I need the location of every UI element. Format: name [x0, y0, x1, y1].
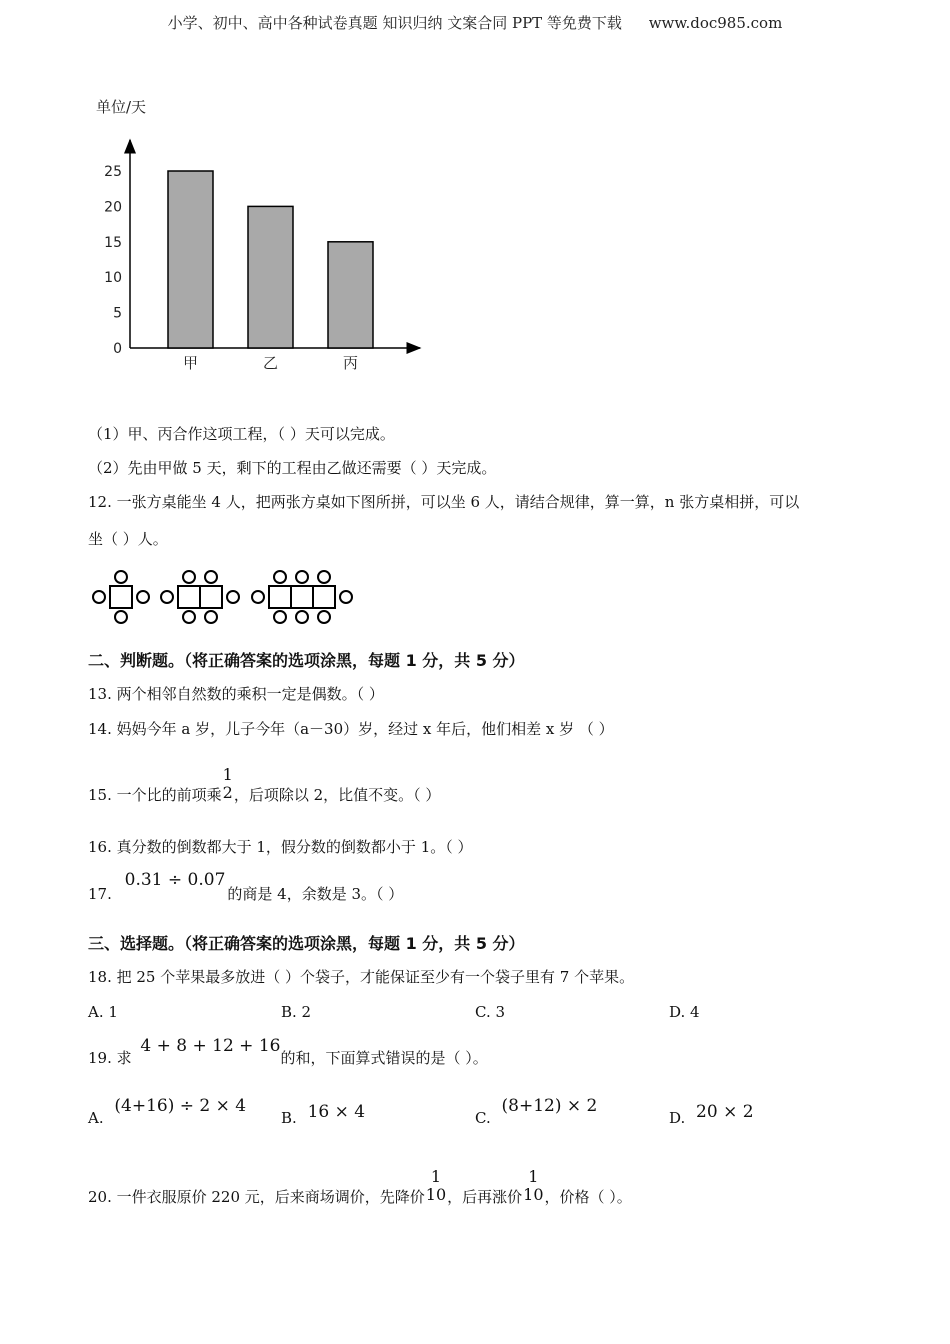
y-tick-label: 5 — [113, 305, 122, 322]
table-3a — [269, 586, 291, 608]
chair — [161, 591, 173, 603]
y-tick-label: 0 — [113, 341, 122, 357]
table-3c — [313, 586, 335, 608]
bars — [168, 171, 373, 348]
q20-den-1: 10 — [425, 1185, 447, 1204]
chair — [227, 591, 239, 603]
table-2a — [178, 586, 200, 608]
q15-num: 1 — [222, 765, 233, 784]
section3-title: 三、选择题。（将正确答案的选项涂黑，每题 1 分，共 5 分） — [88, 934, 525, 953]
q17-pre: 17. — [88, 885, 112, 903]
q20 — [88, 1167, 632, 1216]
q20-num-2: 1 — [528, 1167, 539, 1186]
q19-expr-b: 16 × 4 — [307, 1102, 366, 1122]
x-tick-label: 甲 — [182, 354, 199, 372]
q17 — [88, 870, 404, 904]
q15-fraction — [223, 766, 233, 802]
chair — [274, 611, 286, 623]
x-tick-label: 丙 — [342, 354, 359, 372]
q15-pre: 15. 一个比的前项乘 — [88, 786, 222, 804]
q14: 14. 妈妈今年 a 岁，儿子今年（a－30）岁，经过 x 年后，他们相差 x 岁 （ ） — [88, 720, 614, 738]
chair — [137, 591, 149, 603]
q19-expr-c: (8+12) × 2 — [501, 1096, 598, 1116]
q17-post: 的商是 4，余数是 3。（ ） — [227, 885, 404, 903]
q20-post: ，价格（ ）。 — [544, 1188, 632, 1206]
q20-den-2: 10 — [523, 1185, 544, 1204]
q18-option-b: B. 2 — [281, 1003, 312, 1021]
chair — [296, 611, 308, 623]
q19-pre: 19. 求 — [88, 1049, 132, 1067]
x-labels — [183, 354, 358, 372]
chair — [274, 571, 286, 583]
q17-expr: 0.31 ÷ 0.07 — [124, 870, 226, 890]
y-ticks — [104, 164, 122, 357]
table-1 — [110, 586, 132, 608]
q19-expr: 4 + 8 + 12 + 16 — [140, 1036, 281, 1056]
chair — [318, 571, 330, 583]
y-tick-label: 15 — [104, 234, 122, 251]
chair — [205, 611, 217, 623]
chair — [318, 611, 330, 623]
q18: 18. 把 25 个苹果最多放进（ ）个袋子，才能保证至少有一个袋子里有 7 个苹果。 — [88, 968, 635, 986]
chair — [296, 571, 308, 583]
q13: 13. 两个相邻自然数的乘积一定是偶数。（ ） — [88, 685, 384, 703]
q19-label-c: C. — [475, 1109, 491, 1127]
q20-fraction-1 — [426, 1168, 446, 1204]
q19-label-d: D. — [669, 1109, 686, 1127]
q20-pre: 20. 一件衣服原价 220 元，后来商场调价，先降价 — [88, 1188, 425, 1206]
chair — [115, 571, 127, 583]
page-header — [0, 12, 950, 33]
q19-expr-d: 20 × 2 — [696, 1102, 754, 1122]
q18-option-d: D. 4 — [669, 1003, 700, 1021]
chair — [115, 611, 127, 623]
q11-sub2: （2）先由甲做 5 天，剩下的工程由乙做还需要（ ）天完成。 — [88, 459, 497, 477]
y-tick-label: 20 — [104, 199, 122, 216]
q19-label-b: B. — [281, 1109, 297, 1127]
q19 — [88, 1036, 488, 1068]
q19-expr-a: (4+16) ÷ 2 × 4 — [114, 1096, 247, 1116]
q19-post: 的和，下面算式错误的是（ ）。 — [280, 1049, 488, 1067]
chair — [183, 571, 195, 583]
q18-option-a: A. 1 — [88, 1003, 118, 1021]
table-2b — [200, 586, 222, 608]
y-tick-label: 25 — [104, 164, 122, 180]
q11-sub1: （1）甲、丙合作这项工程，（ ）天可以完成。 — [88, 425, 395, 443]
q18-option-c: C. 3 — [475, 1003, 506, 1021]
q19-option-c — [475, 1096, 598, 1128]
chair — [183, 611, 195, 623]
q20-num-1: 1 — [430, 1167, 442, 1186]
chair — [252, 591, 264, 603]
q16: 16. 真分数的倒数都大于 1，假分数的倒数都小于 1。（ ） — [88, 838, 473, 856]
chair — [340, 591, 352, 603]
header-text: 小学、初中、高中各种试卷真题 知识归纳 文案合同 PPT 等免费下载 — [167, 14, 622, 32]
bar-3 — [328, 242, 373, 348]
table-3b — [291, 586, 313, 608]
q19-label-a: A. — [88, 1109, 104, 1127]
q15-post: ，后项除以 2，比值不变。（ ） — [233, 786, 441, 804]
x-tick-label: 乙 — [262, 354, 279, 372]
y-tick-label: 10 — [104, 270, 122, 287]
q19-option-a — [88, 1096, 247, 1128]
bar-1 — [168, 171, 213, 348]
section2-title: 二、判断题。（将正确答案的选项涂黑，每题 1 分，共 5 分） — [88, 651, 525, 670]
q12-line2: 坐（ ）人。 — [88, 530, 168, 548]
bar-2 — [248, 206, 293, 348]
q20-fraction-2 — [523, 1168, 543, 1204]
q15 — [88, 765, 441, 814]
q12-line1: 12. 一张方桌能坐 4 人，把两张方桌如下图所拼，可以坐 6 人，请结合规律，算一算，n 张方桌相拼，可以 — [88, 493, 800, 511]
chair — [205, 571, 217, 583]
bar-chart — [80, 90, 440, 380]
chart-ylabel: 单位/天 — [96, 98, 147, 116]
q15-den: 2 — [222, 783, 233, 802]
q19-option-d — [669, 1102, 754, 1128]
header-site: www.doc985.com — [648, 14, 783, 32]
q20-mid: ，后再涨价 — [447, 1188, 523, 1206]
q19-option-b — [281, 1102, 366, 1128]
tables-figure — [88, 568, 363, 628]
chair — [93, 591, 105, 603]
